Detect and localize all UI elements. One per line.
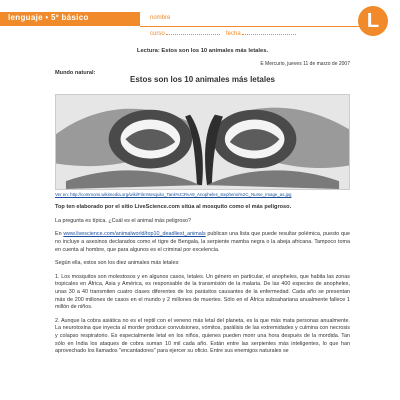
lecture-title: Lectura: Estos son los 10 animales más letales. [136,48,269,54]
paragraph-3: 1. Los mosquitos son molestosos y en algunos casos, letales. Un género en particular, el anopheles, que habita las zonas tropicales en África, Asia y América, es responsable de la transmisión de la malaria. De las 400 especies de anopheles, unas 30 a 40 transmiten cuatro clases diferentes de los parásitos causantes de la enfermedad. Cada año se presentan más de 200 millones de casos en el mundo y 2 millones de muertes. Sólo en el África subsahariana anualmente fallece 1 millón de niños. [55,273,350,311]
paragraph-4: 2. Aunque la cobra asiática no es el reptil con el veneno más letal del planeta, es la que más mata personas anualmente. La neurotoxina que inyecta al morder produce convulsiones, vómitos, parálisis de las extremidades y culmina con necrosis y colapso respiratorio. Es especialmente letal en los niños, quienes pueden morir una hora después de la mordida. Tan sólo en India los ataques de cobra suman 10 mil cada año. Están entre las serpientes más inteligentes, lo que han aprovechado los llamados "encantadores" para ejercer su oficio. Entre sus enemigos naturales se [55,317,350,355]
paragraph-2: Según ella, estos son los diez animales más letales: [55,260,180,267]
paragraph-1-text: publican una lista que puede resultar polémica, puesto que no incluye a asesinos declarados como el tigre de Bengala, la serpiente mamba negra o la abeja africana. Tampoco toma en cuenta al hombre, que para algunos es el criminal por excelencia. [55,231,351,253]
document-body [55,48,350,356]
subject-band [0,12,140,26]
header-rule [140,26,365,27]
curso-label: curso [150,31,165,37]
fecha-label: fecha [226,31,241,37]
article-subtitle: Top ten elaborado por el sitio LiveScience.com sitúa al mosquito como el más peligroso. [55,204,292,211]
publication-date: E Mercurio, jueves 11 de marzo de 2007 [260,60,350,67]
lenguaje-logo: L [358,6,388,36]
subject-label: lenguaje • 5º básico [8,13,89,22]
image-source-link[interactable]: Ver en: http://commons.wikimedia.org/wiki/File:Mosquito_Tank%C3%A9_Anopheles_stephensi%2C_Nurse_Image_as.jpg [55,192,292,198]
section-label: Mundo natural: [55,70,96,77]
livescience-link[interactable]: www.livescience.com/animalworld/top10_deadliest_animals [63,231,206,238]
article-image [55,94,350,190]
article-title: Estos son los 10 animales más letales [130,75,275,85]
insect-closeup-icon [56,95,349,189]
fecha-field[interactable] [242,30,296,35]
article-question: La pregunta es típica. ¿Cuál es el animal más peligroso? [55,217,192,224]
curso-fecha-row [150,30,296,37]
paragraph-1-prefix: En [55,231,64,238]
paragraph-1 [55,231,350,254]
nombre-label: nombre [150,15,171,21]
worksheet-header [0,0,400,42]
section-header [55,70,350,85]
nombre-row [150,15,170,21]
curso-field[interactable] [166,30,220,35]
